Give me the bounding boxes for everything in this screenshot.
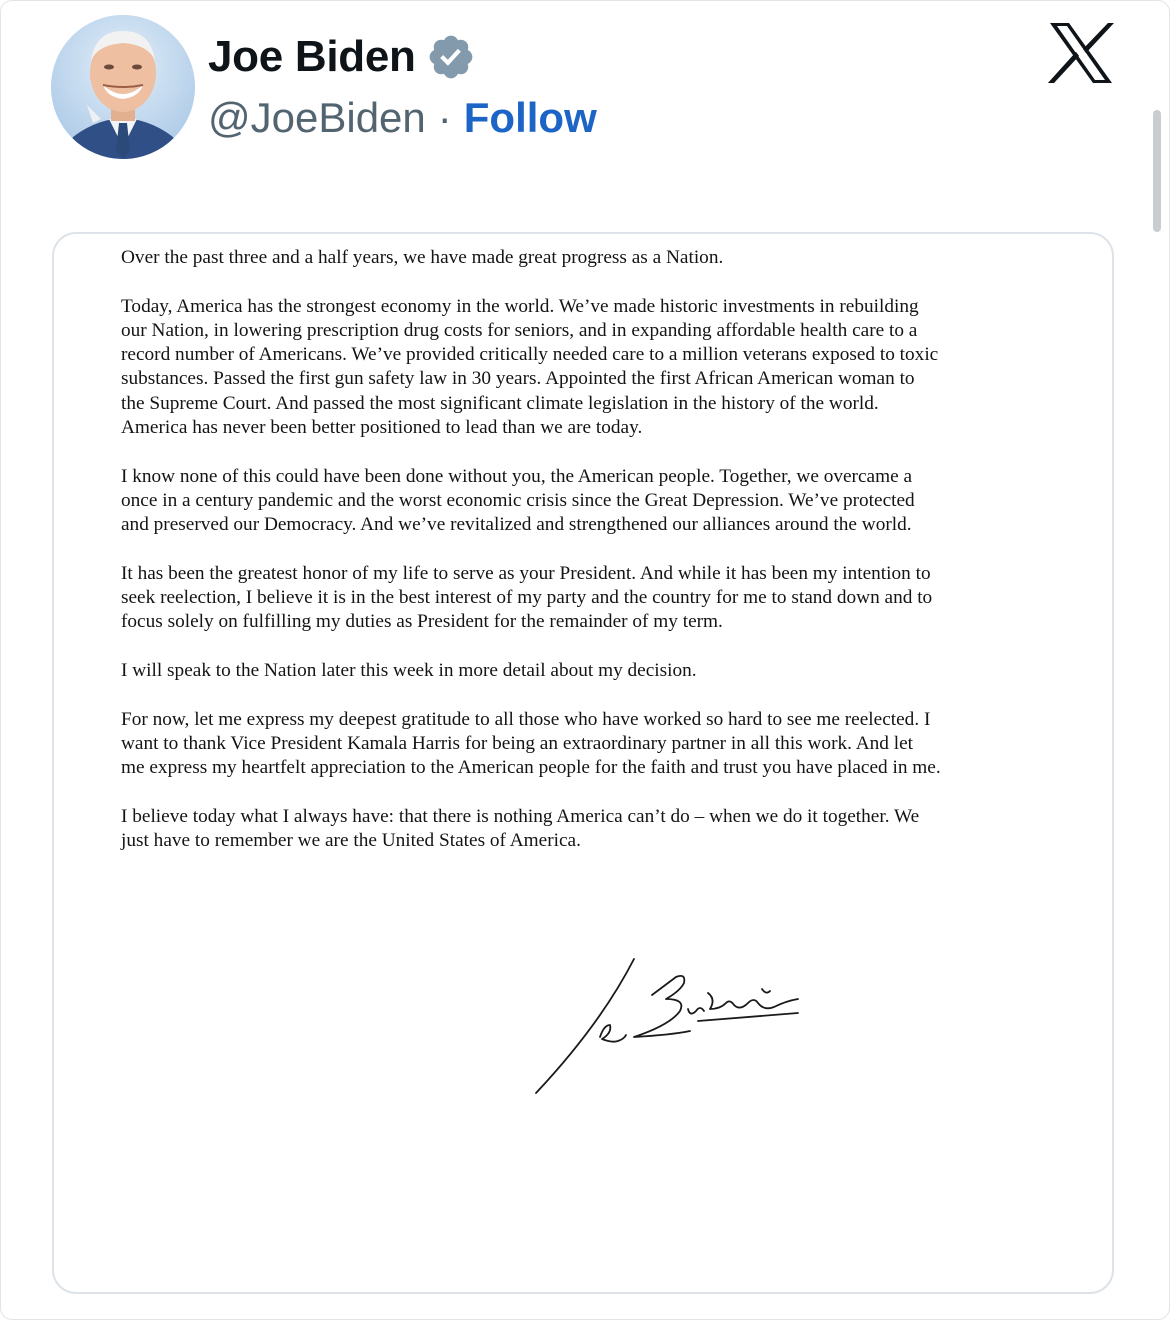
scrollbar[interactable]	[1153, 110, 1161, 232]
author-name[interactable]: Joe Biden	[208, 32, 416, 81]
avatar-photo-icon	[51, 15, 195, 159]
letter-paragraph: I will speak to the Nation later this week in more detail about my decision.	[121, 660, 697, 682]
signature	[530, 955, 810, 1100]
handle-row	[208, 92, 597, 144]
handle-separator: ·	[437, 94, 452, 141]
letter-paragraph: Over the past three and a half years, we have made great progress as a Nation.	[121, 247, 724, 268]
letter-paragraph: It has been the greatest honor of my life to serve as your President. And while it has been my intention to seek reelection, I believe it is in the best interest of my party and the country for me to stand down and to focus solely on fulfilling my duties as President for the remainder of my term.	[121, 562, 933, 633]
letter-paragraph: I know none of this could have been done without you, the American people. Together, we overcame a once in a century pandemic and the worst economic crisis since the Great Depression. We’ve protected and preserved our Democracy. And we’ve revitalized and strengthened our alliances around the world.	[121, 465, 915, 536]
author-name-row	[208, 30, 476, 84]
letter-paragraph: For now, let me express my deepest gratitude to all those who have worked so hard to see me reelected. I want to thank Vice President Kamala Harris for being an extraordinary partner in all this work. And let me express my heartfelt appreciation to the American people for the faith and trust you have placed in me.	[121, 708, 941, 779]
letter-paragraph: I believe today what I always have: that there is nothing America can’t do – when we do it together. We just have to remember we are the United States of America.	[121, 805, 920, 852]
verified-badge-icon[interactable]	[426, 32, 476, 82]
x-logo-icon[interactable]	[1048, 22, 1114, 84]
letter-paragraph: Today, America has the strongest economy in the world. We’ve made historic investments in rebuilding our Nation, in lowering prescription drug costs for seniors, and in expanding affordable health care to a record number of Americans. We’ve provided critically needed care to a million veterans exposed to toxic substances. Passed the first gun safety law in 30 years. Appointed the first African American woman to the Supreme Court. And passed the most significant climate legislation in the history of the world. America has never been better positioned to lead than we are today.	[121, 295, 939, 439]
avatar[interactable]	[51, 15, 195, 159]
author-handle[interactable]: @JoeBiden	[208, 94, 426, 141]
follow-button[interactable]: Follow	[463, 94, 597, 141]
letter-document	[121, 246, 941, 878]
